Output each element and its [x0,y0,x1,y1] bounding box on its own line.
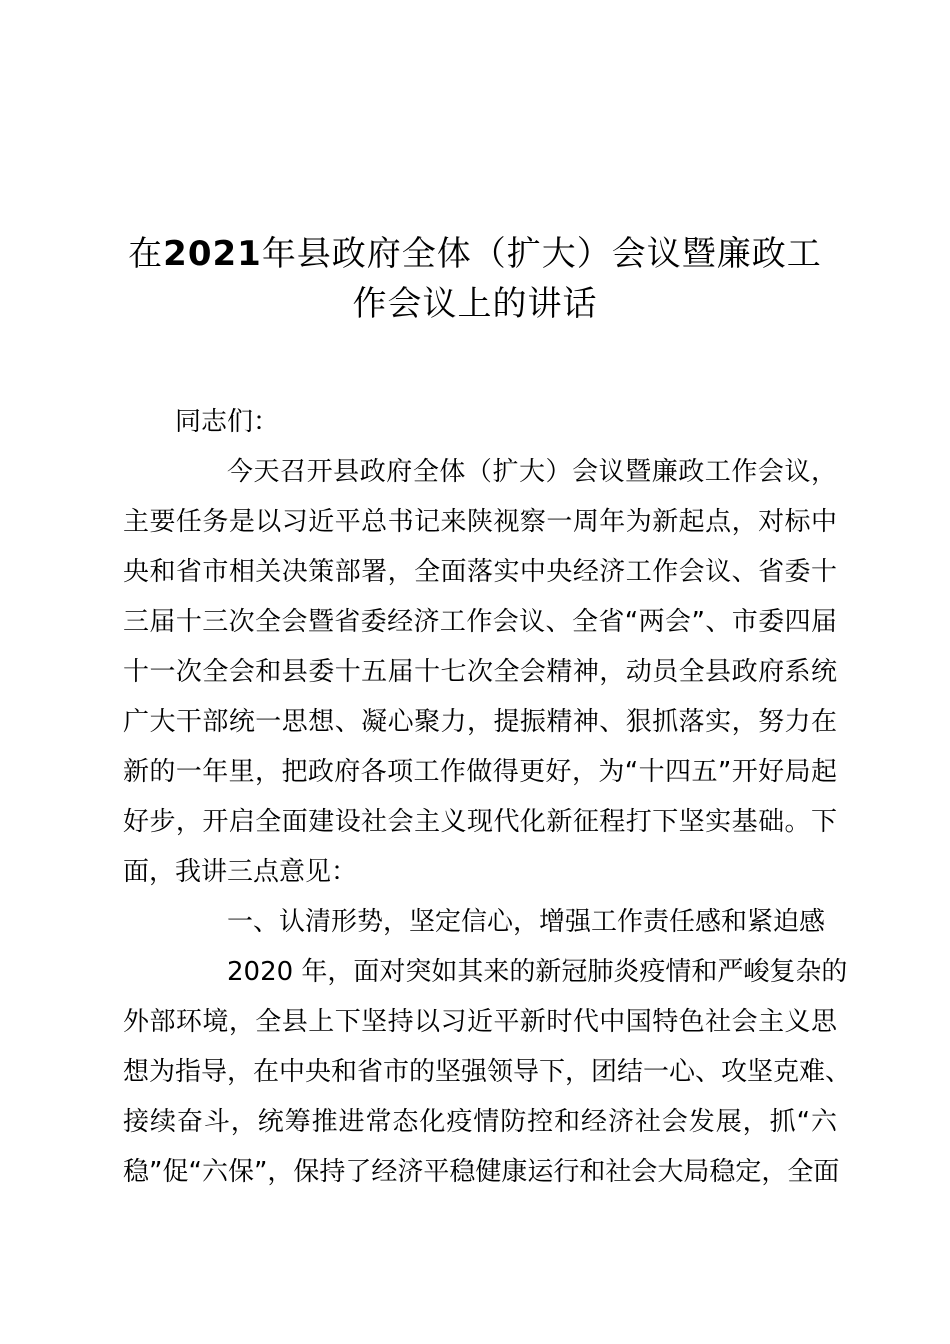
body-line: 新的一年里，把政府各项工作做得更好，为“十四五”开好局起 [123,757,837,787]
title-prefix: 在 [128,234,164,274]
document-title-line-2: 作会议上的讲话 [352,284,598,324]
body-line: 面，我讲三点意见： [123,857,358,887]
body-line: 主要任务是以习近平总书记来陕视察一周年为新起点，对标中 [123,507,837,537]
body-line: 广大干部统一思想、凝心聚力，提振精神、狠抓落实，努力在 [123,707,837,737]
body-line: 想为指导，在中央和省市的坚强领导下，团结一心、攻坚克难、 [123,1057,852,1087]
body-line: 十一次全会和县委十五届十七次全会精神，动员全县政府系统 [123,657,837,687]
body-line: 稳”促“六保”，保持了经济平稳健康运行和社会大局稳定，全面 [123,1157,840,1187]
body-line: 央和省市相关决策部署，全面落实中央经济工作会议、省委十 [123,557,837,587]
section-heading: 一、认清形势，坚定信心，增强工作责任感和紧迫感 [227,907,826,937]
salutation: 同志们： [175,407,280,437]
body-line: 三届十三次全会暨省委经济工作会议、全省“两会”、市委四届 [123,607,837,637]
title-year: 2021 [163,234,262,274]
body-line: 外部环境，全县上下坚持以习近平新时代中国特色社会主义思 [123,1007,837,1037]
body-line: 今天召开县政府全体（扩大）会议暨廉政工作会议， [227,457,837,487]
document-title-line-1 [0,226,950,275]
body-line: 2020 年，面对突如其来的新冠肺炎疫情和严峻复杂的 [227,957,848,987]
body-line: 接续奋斗，统筹推进常态化疫情防控和经济社会发展，抓“六 [123,1107,837,1137]
body-line: 好步，开启全面建设社会主义现代化新征程打下坚实基础。下 [123,807,837,837]
title-line1-rest: 年县政府全体（扩大）会议暨廉政工 [261,234,822,274]
